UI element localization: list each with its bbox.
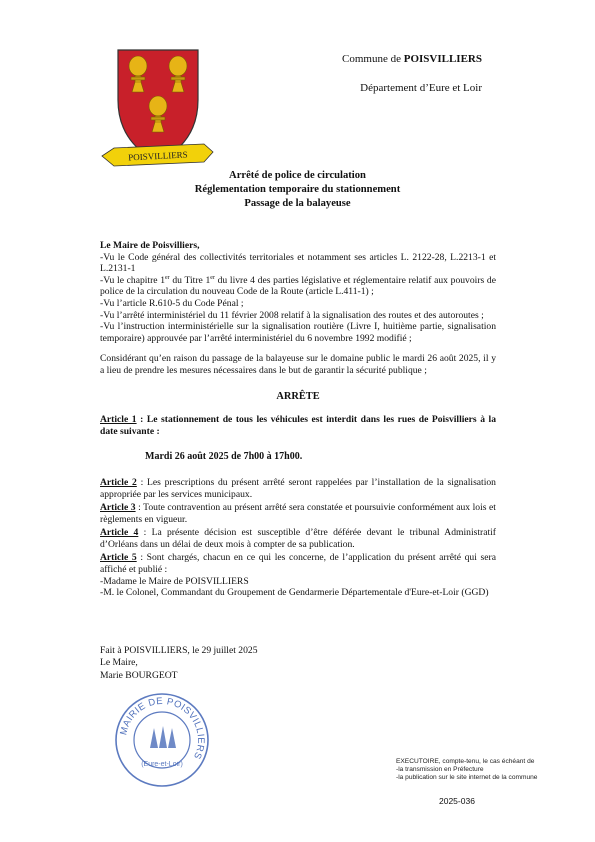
article-3: Article 3 : Toute contravention au présent arrêté sera constatée et poursuivie conformément aux lois et règlements en vigueur.	[100, 502, 496, 525]
commune-name: Commune de POISVILLIERS	[342, 53, 482, 65]
recipient-2: -M. le Colonel, Commandant du Groupement de Gendarmerie Départementale d'Eure-et-Loir (GGD)	[100, 587, 489, 599]
signatory-name: Marie BOURGEOT	[100, 669, 178, 681]
svg-text:MAIRIE DE POISVILLIERS: MAIRIE DE POISVILLIERS	[118, 695, 207, 761]
document-body	[100, 240, 496, 599]
signatory-role: Le Maire,	[100, 657, 138, 669]
place-date: Fait à POISVILLIERS, le 29 juillet 2025	[100, 645, 258, 656]
title-line-3: Passage de la balayeuse	[244, 198, 351, 209]
mayor-heading: Le Maire de Poisvilliers,	[100, 240, 200, 251]
considerant-clause: Considérant qu’en raison du passage de la balayeuse sur le domaine public le mardi 26 août 2025, il y a lieu de prendre les mesures nécessaires dans le but de garantir la sécurité publique ;	[100, 353, 496, 376]
document-title	[0, 169, 595, 211]
vu-clause-5: -Vu l’instruction interministérielle sur la signalisation routière (Livre I, huitième partie, signalisation temporaire) approuvée par l’arrêté interministériel du 6 novembre 1992 modifié ;	[100, 321, 496, 344]
vu-clause-1: -Vu le Code général des collectivités territoriales et notamment ses articles L. 2122-28, L.2213-1 et L.2131-1	[100, 251, 496, 275]
title-line-2: Réglementation temporaire du stationnement	[194, 184, 401, 195]
official-stamp	[112, 690, 212, 790]
executory-note: EXECUTOIRE, compte-tenu, le cas échéant de -la transmission en Préfecture -la publication sur le site internet de la commune	[396, 758, 538, 782]
svg-text:(Eure-et-Loir): (Eure-et-Loir)	[141, 761, 183, 768]
article-5: Article 5 : Sont chargés, chacun en ce qui les concerne, de l’application du présent arrêté qui sera affiché et publié :	[100, 552, 496, 576]
svg-text:POISVILLIERS: POISVILLIERS	[127, 149, 188, 163]
title-line-1: Arrêté de police de circulation	[229, 170, 366, 181]
department-name: Département d’Eure et Loir	[360, 82, 482, 94]
vu-clause-3: -Vu l’article R.610-5 du Code Pénal ;	[100, 297, 244, 309]
article-1: Article 1 : Le stationnement de tous les véhicules est interdit dans les rues de Poisvilliers à la date suivante :	[100, 414, 496, 437]
coat-of-arms-logo	[100, 44, 215, 174]
article-4: Article 4 : La présente décision est susceptible d’être déférée devant le tribunal Administratif d’Orléans dans un délai de deux mois à compter de sa publication.	[100, 527, 496, 550]
recipient-1: -Madame le Maire de POISVILLIERS	[100, 575, 249, 587]
article-2: Article 2 : Les prescriptions du présent arrêté seront rappelées par l’installation de la signalisation appropriée par les services municipaux.	[100, 476, 496, 500]
arrete-heading: ARRÊTE	[276, 390, 320, 402]
restriction-date: Mardi 26 août 2025 de 7h00 à 17h00.	[145, 451, 303, 463]
vu-clause-2: -Vu le chapitre 1er du Titre 1er du livre 4 des parties législative et réglementaire relatif aux pouvoirs de police de la circulation du nouveau Code de la Route (article L.411-1) ;	[100, 274, 496, 298]
signature-block	[100, 645, 258, 682]
vu-clause-4: -Vu l’arrêté interministériel du 11 février 2008 relatif à la signalisation des routes et des autoroutes ;	[100, 309, 484, 321]
reference-number: 2025-036	[439, 796, 475, 806]
